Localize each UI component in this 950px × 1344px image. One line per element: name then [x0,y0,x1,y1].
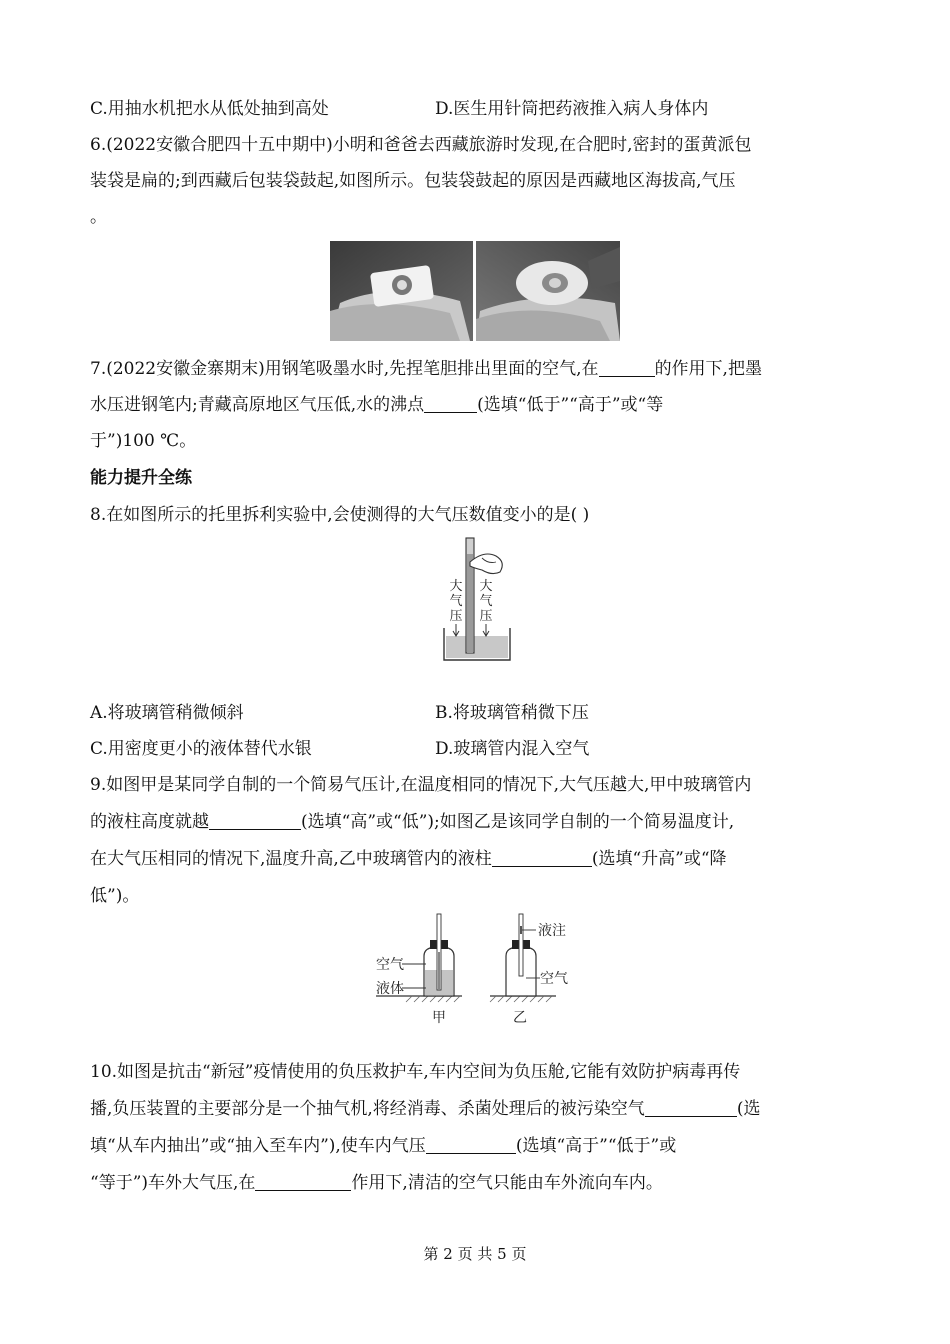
q6-line-1: 6.(2022安徽合肥四十五中期中)小明和爸爸去西藏旅游时发现,在合肥时,密封的蛋黄派包 [90,135,752,155]
q10-line-2 [90,1097,860,1121]
q10-text-2a: 播,负压装置的主要部分是一个抽气机,将经消毒、杀菌处理后的被污染空气 [90,1099,645,1119]
q8-option-c: C.用密度更小的液体替代水银 [90,739,312,759]
label-liquid-left: 液体 [376,981,404,997]
q6-line-2: 装袋是扁的;到西藏后包装袋鼓起,如图所示。包装袋鼓起的原因是西藏地区海拔高,气压 [90,171,736,191]
pressure-label-right-2: 气 [479,594,493,609]
q9-blank-1[interactable] [209,811,301,830]
q10-text-2b: (选 [736,1099,761,1119]
photo-puffed-package [476,241,620,341]
q9-text-2b: (选填“高”或“低”);如图乙是该同学自制的一个简易温度计, [301,812,735,832]
q9-text-2a: 的液柱高度就越 [90,812,209,832]
label-yi: 乙 [513,1010,527,1026]
q10-text-3b: (选填“高于”“低于”或 [515,1136,677,1156]
q8-stem: 8.在如图所示的托里拆利实验中,会使测得的大气压数值变小的是( ) [90,505,590,525]
bottle-jia [376,914,462,1026]
q6-photo-pair [330,241,620,345]
q9-line-3 [90,847,860,871]
q7-line-2 [90,393,860,417]
q9-blank-2[interactable] [492,848,592,867]
arrow-down-icon [483,624,489,636]
q9-text-3b: (选填“升高”或“降 [591,849,727,869]
q5-option-c: C.用抽水机把水从低处抽到高处 [90,99,329,119]
q10-blank-2[interactable] [426,1135,516,1154]
q10-line-1: 10.如图是抗击“新冠”疫情使用的负压救护车,车内空间为负压舱,它能有效防护病毒再传 [90,1062,741,1082]
q7-blank-2[interactable] [424,394,477,413]
glass-tube [466,538,474,653]
label-air-left: 空气 [376,957,404,973]
q9-barometer-thermometer-figure [376,912,586,1032]
pressure-label-right-1: 大 [479,579,493,594]
q10-line-4 [90,1171,860,1195]
q7-line-3: 于”)100 ℃。 [90,431,197,451]
q8-option-a: A.将玻璃管稍微倾斜 [90,703,244,723]
q9-line-2 [90,810,860,834]
hand-icon [470,554,502,574]
bottle-yi [490,914,568,1026]
q7-text-1b: 的作用下,把墨 [654,359,762,379]
label-air-right: 空气 [540,971,568,987]
pressure-label-left-1: 大 [449,579,463,594]
arrow-down-icon [453,624,459,636]
pressure-label-left-3: 压 [449,609,463,624]
q8-torricelli-figure [440,536,520,670]
label-jia: 甲 [432,1010,446,1026]
q8-option-d: D.玻璃管内混入空气 [435,739,590,759]
q9-text-3a: 在大气压相同的情况下,温度升高,乙中玻璃管内的液柱 [90,849,492,869]
section-title: 能力提升全练 [90,468,192,488]
q7-text-1a: 7.(2022安徽金寨期末)用钢笔吸墨水时,先捏笔胆排出里面的空气,在 [90,359,599,379]
pressure-label-left-2: 气 [449,594,463,609]
label-liquid-column: 液注 [538,923,566,939]
q7-blank-1[interactable] [599,358,655,377]
q5-option-d: D.医生用针筒把药液推入病人身体内 [435,99,709,119]
q7-text-2b: (选填“低于”“高于”或“等 [477,395,664,415]
q8-option-b: B.将玻璃管稍微下压 [435,703,589,723]
q10-line-3 [90,1134,860,1158]
q9-line-4: 低”)。 [90,886,140,906]
photo-flat-package [330,241,473,341]
q10-text-4a: “等于”)车外大气压,在 [90,1173,256,1193]
q10-text-4b: 作用下,清洁的空气只能由车外流向车内。 [351,1173,663,1193]
q10-text-3a: 填“从车内抽出”或“抽入至车内”),使车内气压 [90,1136,426,1156]
q9-line-1: 9.如图甲是某同学自制的一个简易气压计,在温度相同的情况下,大气压越大,甲中玻璃管内 [90,775,752,795]
pressure-label-right-3: 压 [479,609,493,624]
q6-line-3: 。 [90,207,107,227]
q10-blank-3[interactable] [255,1172,351,1191]
q10-blank-1[interactable] [645,1098,737,1117]
q7-line-1 [90,357,860,381]
page-footer: 第 2 页 共 5 页 [423,1245,527,1263]
q7-text-2a: 水压进钢笔内;青藏高原地区气压低,水的沸点 [90,395,425,415]
